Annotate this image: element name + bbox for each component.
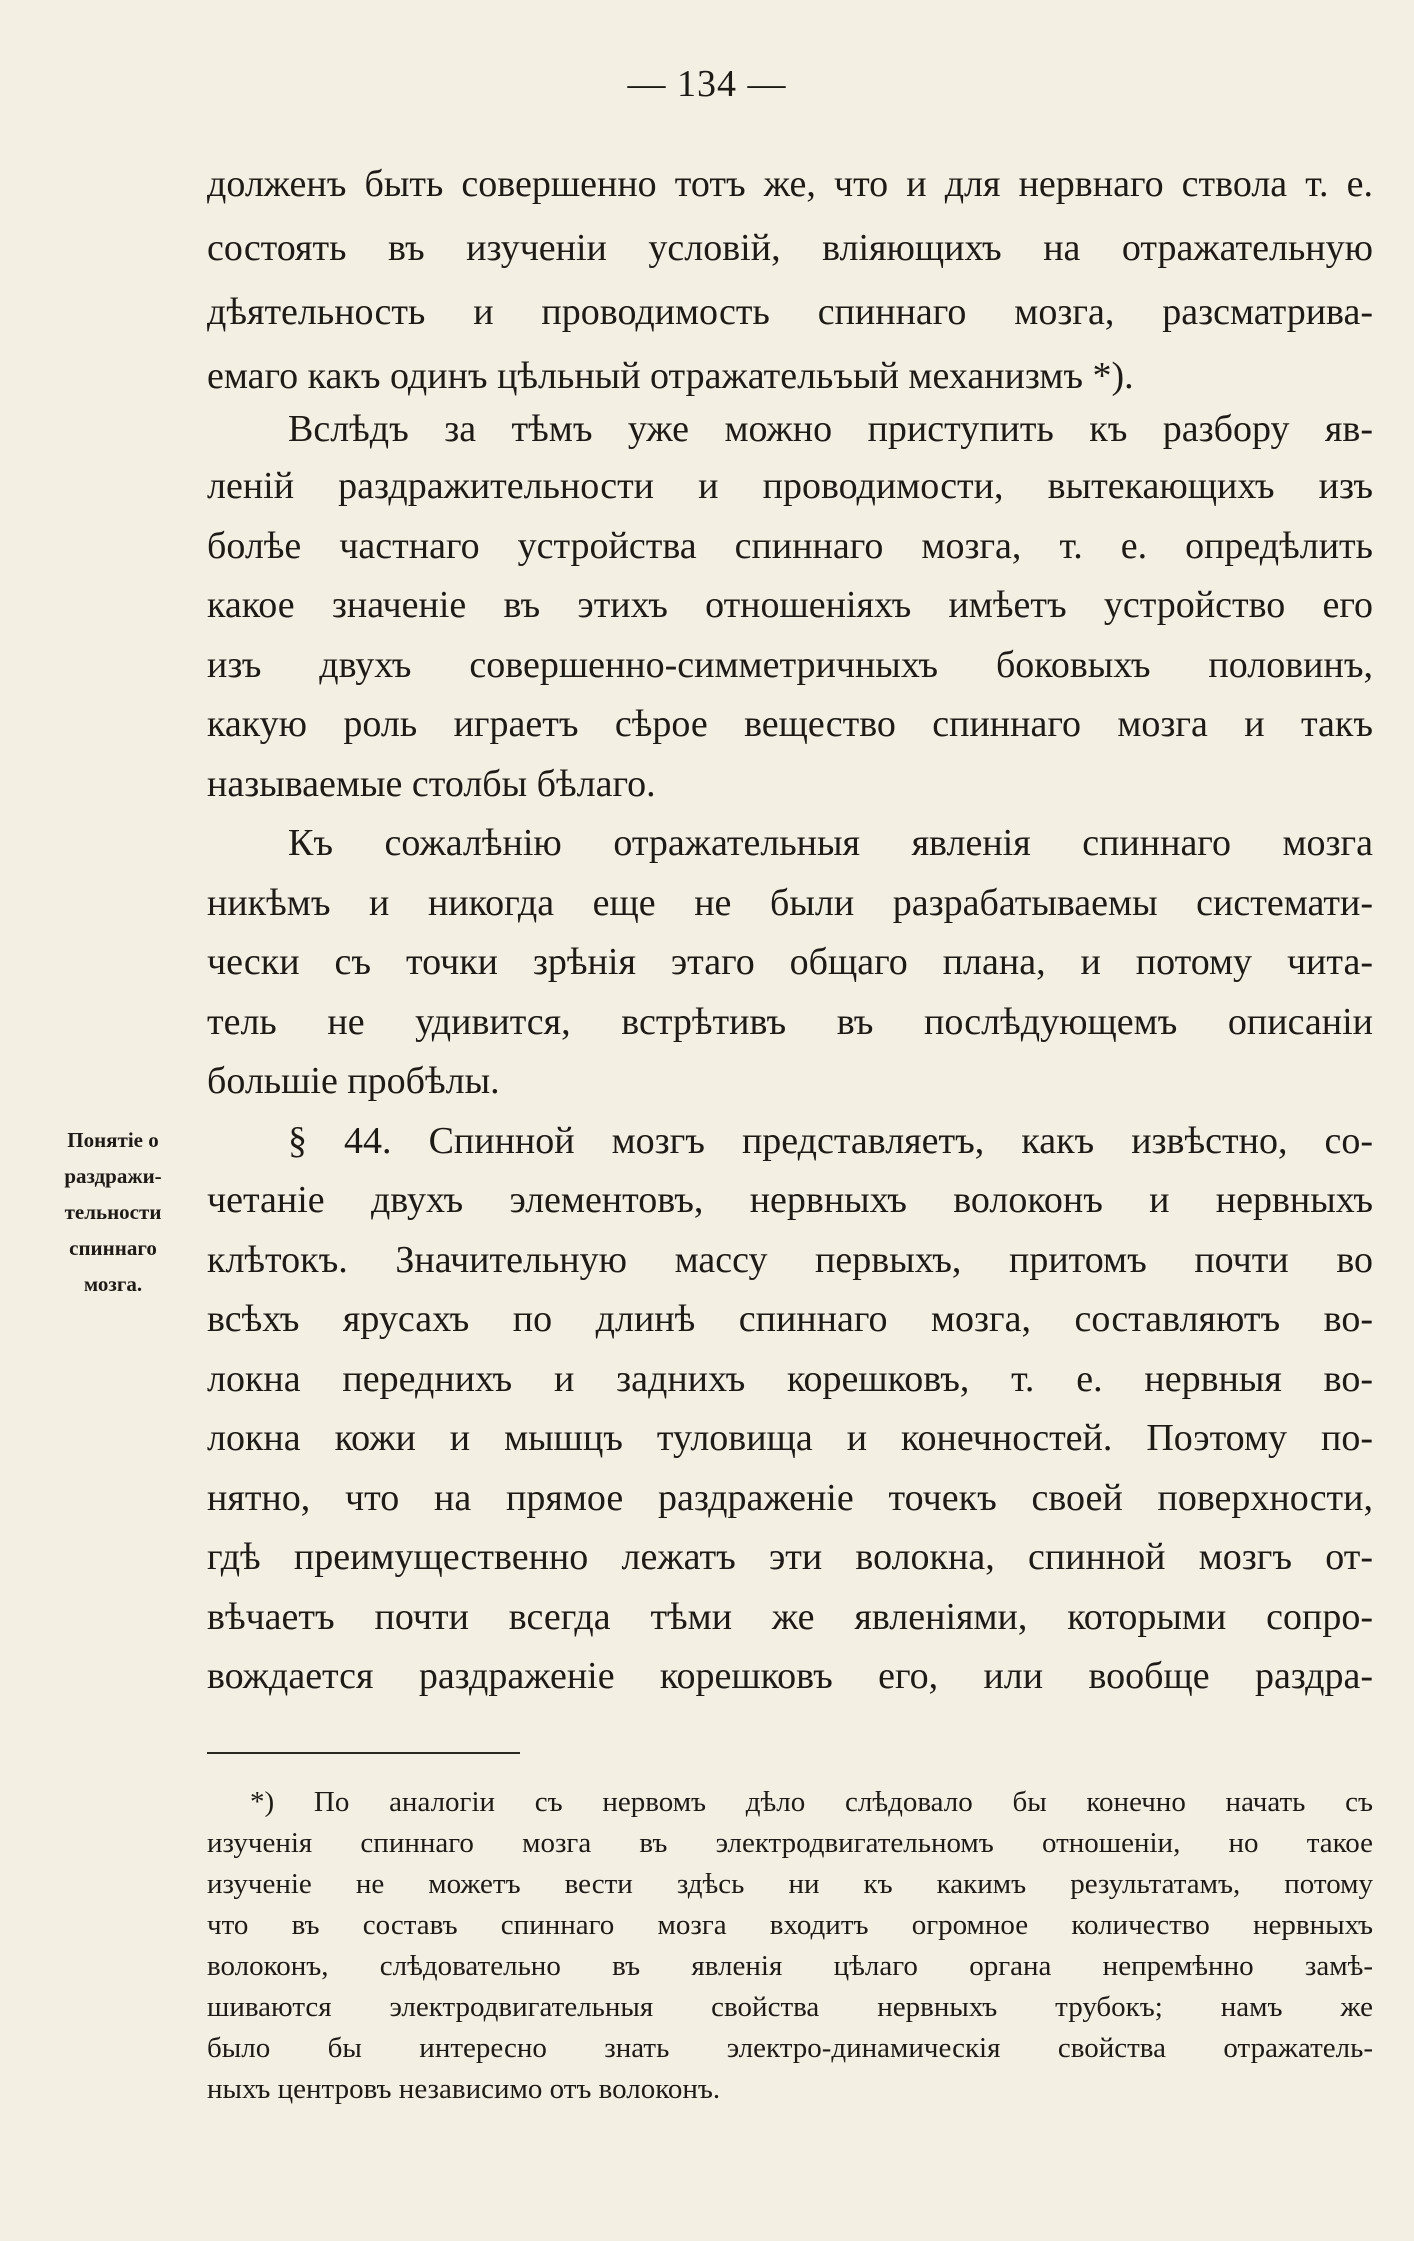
margin-note-line: тельности <box>64 1200 162 1224</box>
body-line: всѣхъ ярусахъ по длинѣ спиннаго мозга, составляютъ во- <box>207 1298 1373 1340</box>
body-line: какую роль играетъ сѣрое вещество спиннаго мозга и такъ <box>207 703 1373 745</box>
footnote-line: изученія спиннаго мозга въ электродвигательномъ отношеніи, но такое <box>207 1827 1373 1859</box>
body-line: леній раздражительности и проводимости, вытекающихъ изъ <box>207 465 1373 507</box>
body-line: называемые столбы бѣлаго. <box>207 763 656 805</box>
margin-note-line: мозга. <box>83 1272 143 1296</box>
footnote-line: ныхъ центровъ независимо отъ волоконъ. <box>207 2073 721 2105</box>
body-line: локна кожи и мышцъ туловища и конечностей. Поэтому по- <box>207 1417 1373 1459</box>
body-line: тель не удивится, встрѣтивъ въ послѣдующемъ описаніи <box>207 1001 1373 1043</box>
margin-note <box>38 1122 188 1302</box>
margin-note-line: Понятіе о <box>67 1128 159 1152</box>
footnote-line: что въ составъ спиннаго мозга входитъ огромное количество нервныхъ <box>207 1909 1373 1941</box>
body-line: вождается раздраженіе корешковъ его, или вообще раздра- <box>207 1655 1373 1697</box>
body-line: Къ сожалѣнію отражательныя явленія спиннаго мозга <box>288 822 1373 864</box>
body-line: гдѣ преимущественно лежатъ эти волокна, спинной мозгъ от- <box>207 1536 1373 1578</box>
page-number: — 134 — <box>627 63 787 105</box>
body-line: нятно, что на прямое раздраженіе точекъ своей поверхности, <box>207 1477 1373 1519</box>
margin-note-line: раздражи- <box>64 1164 162 1188</box>
footnote-line: волоконъ, слѣдовательно въ явленія цѣлаго органа непремѣнно замѣ- <box>207 1950 1373 1982</box>
body-line: болѣе частнаго устройства спиннаго мозга, т. е. опредѣлить <box>207 525 1373 567</box>
footnote-line: шиваются электродвигательныя свойства нервныхъ трубокъ; намъ же <box>207 1991 1373 2023</box>
body-line: клѣтокъ. Значительную массу первыхъ, притомъ почти во <box>207 1239 1373 1281</box>
section-heading-line: § 44. Спинной мозгъ представляетъ, какъ извѣстно, со- <box>288 1120 1373 1162</box>
body-line: долженъ быть совершенно тотъ же, что и для нервнаго ствола т. е. <box>207 163 1373 205</box>
footnote-line: изученіе не можетъ вести здѣсь ни къ какимъ результатамъ, потому <box>207 1868 1373 1900</box>
footnote-line: было бы интересно знать электро-динамическія свойства отражатель- <box>207 2032 1373 2064</box>
body-line: состоять въ изученіи условій, вліяющихъ на отражательную <box>207 227 1373 269</box>
footnote-rule <box>207 1752 520 1754</box>
body-line: изъ двухъ совершенно-симметричныхъ боковыхъ половинъ, <box>207 644 1373 686</box>
body-line: дѣятельность и проводимость спиннаго мозга, разсматрива- <box>207 291 1373 333</box>
margin-note-line: спиннаго <box>69 1236 157 1260</box>
body-line: вѣчаетъ почти всегда тѣми же явленіями, которыми сопро- <box>207 1596 1373 1638</box>
body-line: никѣмъ и никогда еще не были разрабатываемы системати- <box>207 882 1373 924</box>
body-line: большіе пробѣлы. <box>207 1060 500 1102</box>
body-line: какое значеніе въ этихъ отношеніяхъ имѣетъ устройство его <box>207 584 1373 626</box>
body-line: чески съ точки зрѣнія этаго общаго плана, и потому чита- <box>207 941 1373 983</box>
body-line: четаніе двухъ элементовъ, нервныхъ волоконъ и нервныхъ <box>207 1179 1373 1221</box>
body-line: емаго какъ одинъ цѣльный отражательъый механизмъ *). <box>207 355 1134 397</box>
body-line: Вслѣдъ за тѣмъ уже можно приступить къ разбору яв- <box>288 408 1373 450</box>
footnote-line: *) По аналогіи съ нервомъ дѣло слѣдовало бы конечно начать съ <box>250 1786 1373 1818</box>
body-line: локна переднихъ и заднихъ корешковъ, т. е. нервныя во- <box>207 1358 1373 1400</box>
